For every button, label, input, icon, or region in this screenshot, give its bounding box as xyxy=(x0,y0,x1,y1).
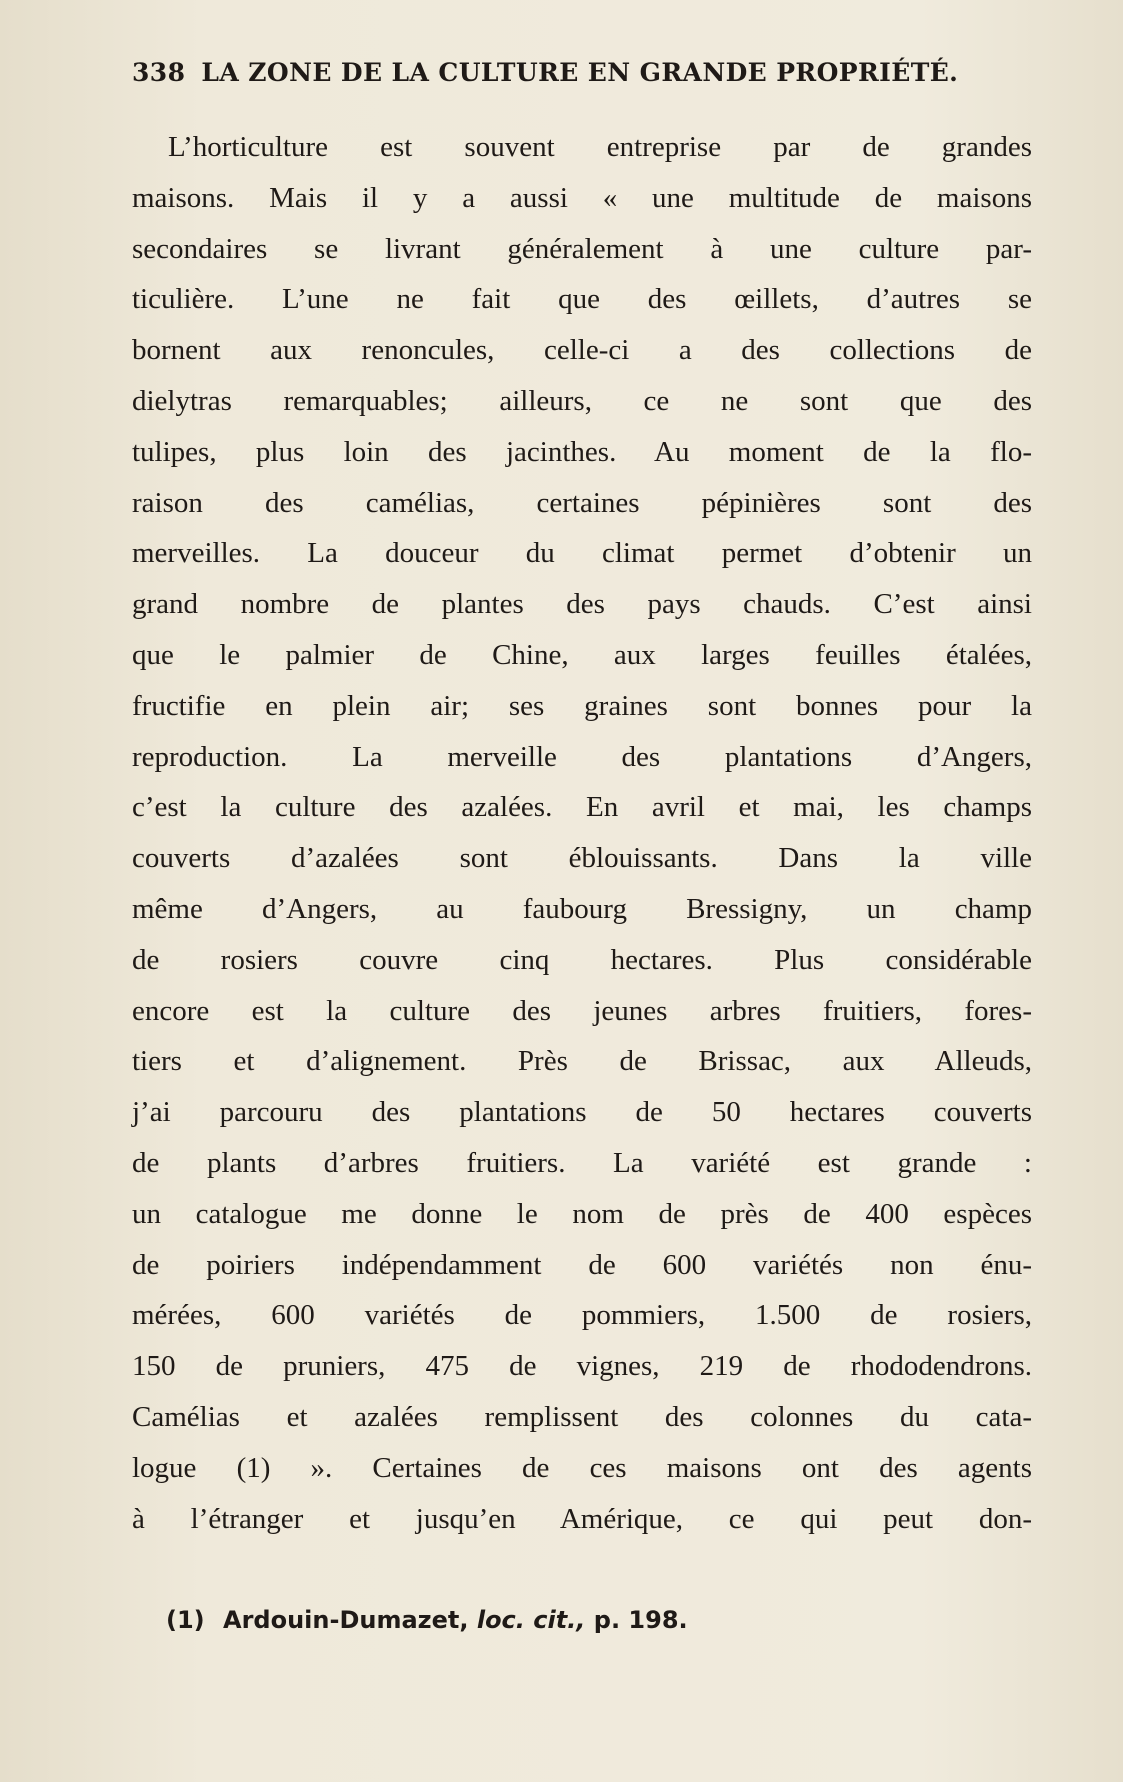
page-number: 338 xyxy=(132,58,186,87)
text-line: que le palmier de Chine, aux larges feuilles étalées, xyxy=(132,638,1032,671)
text-line: couverts d’azalées sont éblouissants. Dans la ville xyxy=(132,842,1032,875)
text-line: logue (1) ». Certaines de ces maisons ont des agents xyxy=(132,1451,1032,1484)
footnote-reference: loc. cit., xyxy=(476,1606,586,1634)
text-line: dielytras remarquables; ailleurs, ce ne sont que des xyxy=(132,384,1032,417)
text-line: 150 de pruniers, 475 de vignes, 219 de rhododendrons. xyxy=(132,1350,1032,1383)
text-line: bornent aux renoncules, celle-ci a des collections de xyxy=(132,334,1032,367)
footnote-page: p. 198. xyxy=(593,1606,688,1634)
text-line: ticulière. L’une ne fait que des œillets, d’autres se xyxy=(132,283,1032,316)
text-line: de plants d’arbres fruitiers. La variété est grande : xyxy=(132,1146,1032,1179)
text-line: tulipes, plus loin des jacinthes. Au moment de la flo- xyxy=(132,435,1032,468)
text-line: merveilles. La douceur du climat permet d’obtenir un xyxy=(132,537,1032,570)
text-line: un catalogue me donne le nom de près de 400 espèces xyxy=(132,1197,1032,1230)
footnote-number: (1) xyxy=(166,1606,205,1634)
running-head xyxy=(132,58,1002,87)
text-line: mérées, 600 variétés de pommiers, 1.500 de rosiers, xyxy=(132,1299,1032,1332)
text-line: secondaires se livrant généralement à une culture par- xyxy=(132,232,1032,265)
body-text xyxy=(132,122,1032,1544)
text-line: raison des camélias, certaines pépinières sont des xyxy=(132,486,1032,519)
text-line: de poiriers indépendamment de 600 variétés non énu- xyxy=(132,1248,1032,1281)
text-line: c’est la culture des azalées. En avril et mai, les champs xyxy=(132,791,1032,824)
text-line: même d’Angers, au faubourg Bressigny, un champ xyxy=(132,892,1032,925)
text-line: Camélias et azalées remplissent des colonnes du cata- xyxy=(132,1400,1032,1433)
text-line: de rosiers couvre cinq hectares. Plus considérable xyxy=(132,943,1032,976)
text-line: tiers et d’alignement. Près de Brissac, aux Alleuds, xyxy=(132,1045,1032,1078)
text-line: à l’étranger et jusqu’en Amérique, ce qui peut don- xyxy=(132,1502,1032,1535)
text-line: fructifie en plein air; ses graines sont bonnes pour la xyxy=(132,689,1032,722)
text-line: maisons. Mais il y a aussi « une multitude de maisons xyxy=(132,181,1032,214)
footnote-author: Ardouin-Dumazet, xyxy=(223,1606,469,1634)
running-head-title: LA ZONE DE LA CULTURE EN GRANDE PROPRIÉTÉ. xyxy=(201,58,959,87)
footnote xyxy=(166,1606,866,1634)
text-line: grand nombre de plantes des pays chauds. C’est ainsi xyxy=(132,588,1032,621)
text-line: L’horticulture est souvent entreprise par de grandes xyxy=(168,131,1032,163)
text-line: reproduction. La merveille des plantations d’Angers, xyxy=(132,740,1032,773)
text-line: encore est la culture des jeunes arbres fruitiers, fores- xyxy=(132,994,1032,1027)
text-line: j’ai parcouru des plantations de 50 hectares couverts xyxy=(132,1096,1032,1129)
